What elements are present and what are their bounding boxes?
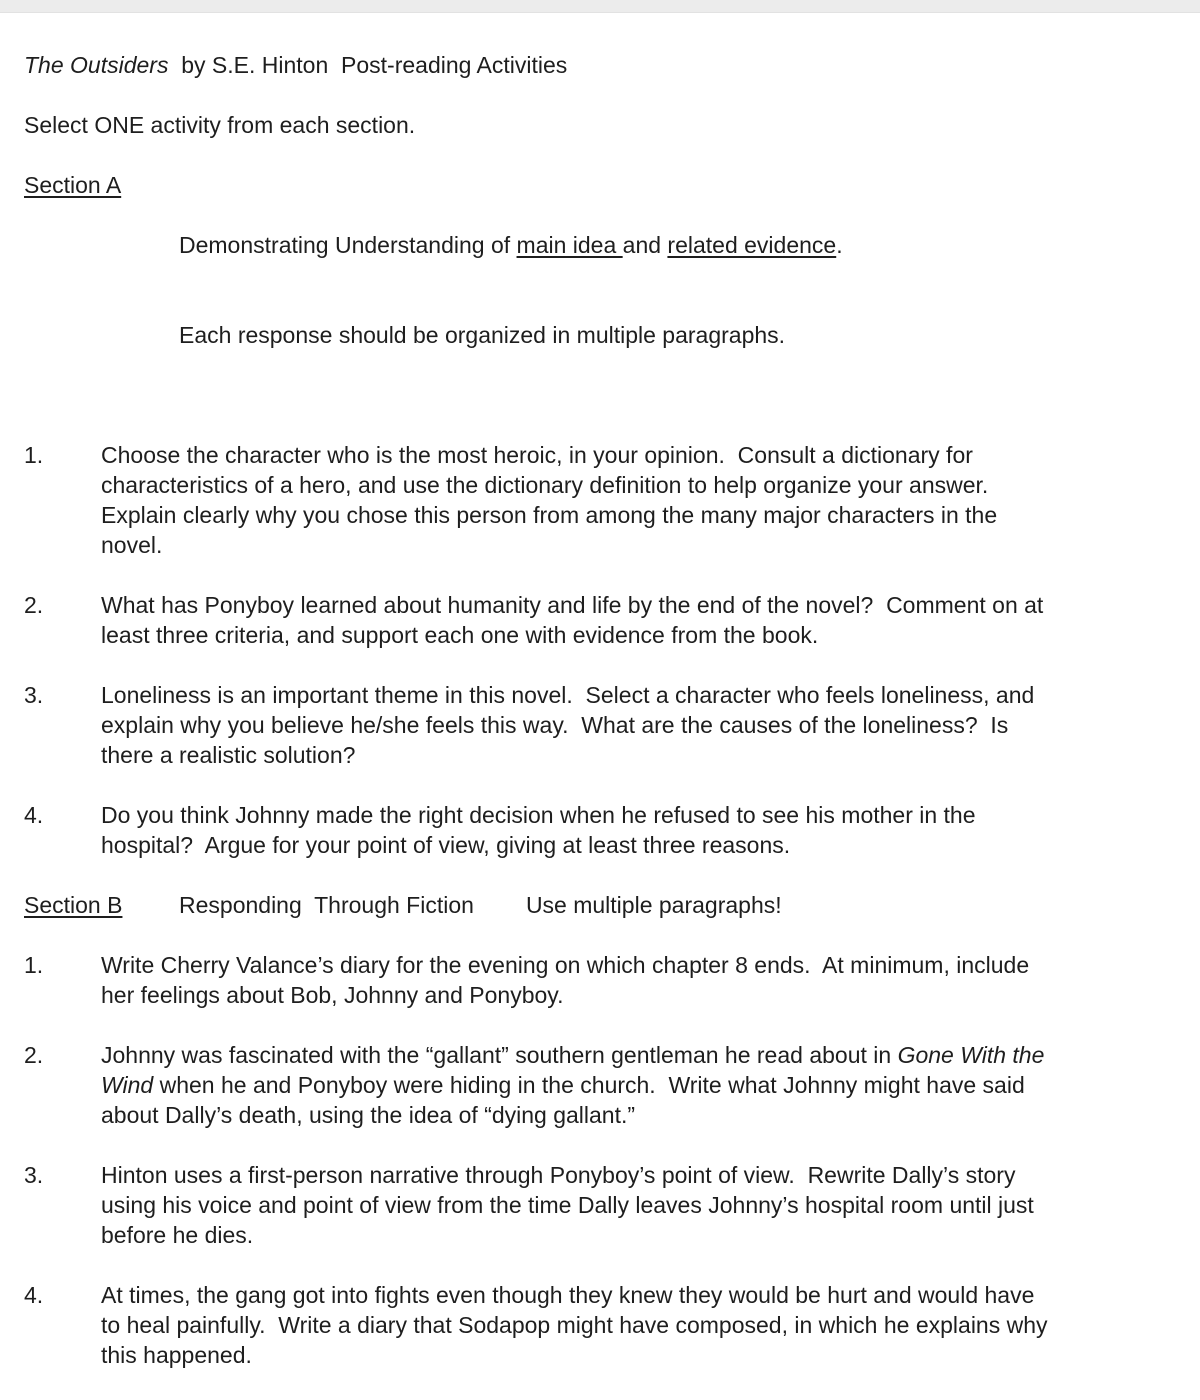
activity-text: [101, 800, 976, 860]
top-bar: [0, 0, 1200, 13]
text-segment: Hinton uses a first-person narrative through Ponyboy’s point of view. Rewrite Dally’s story: [101, 1162, 1016, 1188]
section-b-header: [24, 890, 1184, 920]
text-segment: this happened.: [101, 1342, 252, 1368]
text-line: [101, 1190, 1034, 1220]
section-a-header: [24, 170, 1184, 410]
activity-text: [101, 1040, 1044, 1130]
text-segment: her feelings about Bob, Johnny and Ponyboy.: [101, 982, 564, 1008]
section-a-label: Section A: [24, 172, 122, 198]
text-line: [101, 1310, 1048, 1340]
instruction: Select ONE activity from each section.: [24, 112, 416, 138]
text-segment: Choose the character who is the most heroic, in your opinion. Consult a dictionary for: [101, 442, 973, 468]
activity-number: 2.: [24, 592, 44, 618]
text-line: [101, 740, 1034, 770]
activity-number: 2.: [24, 1042, 44, 1068]
desc-text: and: [622, 232, 668, 258]
text-segment: when he and Ponyboy were hiding in the church. Write what Johnny might have said: [153, 1072, 1025, 1098]
text-segment: there a realistic solution?: [101, 742, 356, 768]
section-a-description: [179, 170, 843, 410]
document-page: [24, 50, 1184, 1400]
text-segment: characteristics of a hero, and use the dictionary definition to help organize your answer.: [101, 472, 989, 498]
activity-text: [101, 680, 1034, 770]
text-segment: Explain clearly why you chose this person from among the many major characters in the: [101, 502, 998, 528]
text-line: [101, 500, 997, 530]
text-segment: What has Ponyboy learned about humanity and life by the end of the novel? Comment on at: [101, 592, 1044, 618]
title-subtitle: by S.E. Hinton Post-reading Activities: [168, 52, 568, 78]
activity-text: [101, 440, 997, 560]
desc-text: Demonstrating Understanding of: [179, 232, 517, 258]
text-segment: least three criteria, and support each one with evidence from the book.: [101, 622, 819, 648]
text-segment: hospital? Argue for your point of view, giving at least three reasons.: [101, 832, 791, 858]
section-b-label: Section B: [24, 892, 123, 918]
activity-number: 4.: [24, 1282, 44, 1308]
text-segment: to heal painfully. Write a diary that Sodapop might have composed, in which he explains why: [101, 1312, 1048, 1338]
desc-line-2: Each response should be organized in multiple paragraphs.: [179, 322, 786, 348]
text-line: [101, 470, 997, 500]
text-segment: novel.: [101, 532, 163, 558]
text-segment: Write Cherry Valance’s diary for the evening on which chapter 8 ends. At minimum, include: [101, 952, 1030, 978]
text-line: [101, 620, 1043, 650]
italic-title: Wind: [101, 1072, 154, 1098]
activity-item: [24, 680, 1184, 770]
activity-text: [101, 1280, 1048, 1370]
activity-item: [24, 1280, 1184, 1370]
activity-number: 4.: [24, 802, 44, 828]
section-b-description: Responding Through Fiction: [179, 892, 474, 918]
activity-number: 1.: [24, 952, 44, 978]
activity-item: [24, 1160, 1184, 1250]
text-line: [101, 950, 1029, 980]
desc-main-idea: main idea: [516, 232, 623, 258]
activity-number: 3.: [24, 1162, 44, 1188]
text-line: [101, 1100, 1044, 1130]
text-line: [101, 1280, 1048, 1310]
activity-text: [101, 950, 1029, 1010]
text-line: [101, 830, 976, 860]
text-segment: about Dally’s death, using the idea of “dying gallant.”: [101, 1102, 636, 1128]
text-segment: Loneliness is an important theme in this novel. Select a character who feels loneliness, and: [101, 682, 1035, 708]
text-line: [101, 440, 997, 470]
text-segment: Johnny was fascinated with the “gallant” southern gentleman he read about in: [101, 1042, 898, 1068]
activity-text: [101, 1160, 1034, 1250]
activity-item: [24, 950, 1184, 1010]
text-segment: using his voice and point of view from the time Dally leaves Johnny’s hospital room until just: [101, 1192, 1034, 1218]
activity-item: [24, 800, 1184, 860]
activity-item: [24, 440, 1184, 560]
text-line: [101, 590, 1043, 620]
text-line: [101, 1040, 1044, 1070]
activity-item: [24, 590, 1184, 650]
text-segment: explain why you believe he/she feels this way. What are the causes of the loneliness? Is: [101, 712, 1009, 738]
italic-title: Gone With the: [897, 1042, 1045, 1068]
text-line: [101, 1070, 1044, 1100]
text-line: [101, 800, 976, 830]
text-segment: At times, the gang got into fights even though they knew they would be hurt and would have: [101, 1282, 1035, 1308]
desc-related-evidence: related evidence: [667, 232, 837, 258]
section-a-items: [24, 440, 1184, 860]
activity-text: [101, 590, 1043, 650]
activity-number: 3.: [24, 682, 44, 708]
text-segment: before he dies.: [101, 1222, 254, 1248]
activity-item: [24, 1040, 1184, 1130]
text-line: [101, 1220, 1034, 1250]
text-line: [101, 1340, 1048, 1370]
text-line: [101, 710, 1034, 740]
text-line: [101, 680, 1034, 710]
book-title: The Outsiders: [24, 52, 169, 78]
desc-text: .: [836, 232, 843, 258]
activity-number: 1.: [24, 442, 44, 468]
text-segment: Do you think Johnny made the right decision when he refused to see his mother in the: [101, 802, 976, 828]
text-line: [101, 530, 997, 560]
section-b-items: [24, 950, 1184, 1370]
text-line: [101, 1160, 1034, 1190]
section-b-note: Use multiple paragraphs!: [525, 892, 782, 918]
document-title: [24, 50, 1184, 80]
text-line: [101, 980, 1029, 1010]
